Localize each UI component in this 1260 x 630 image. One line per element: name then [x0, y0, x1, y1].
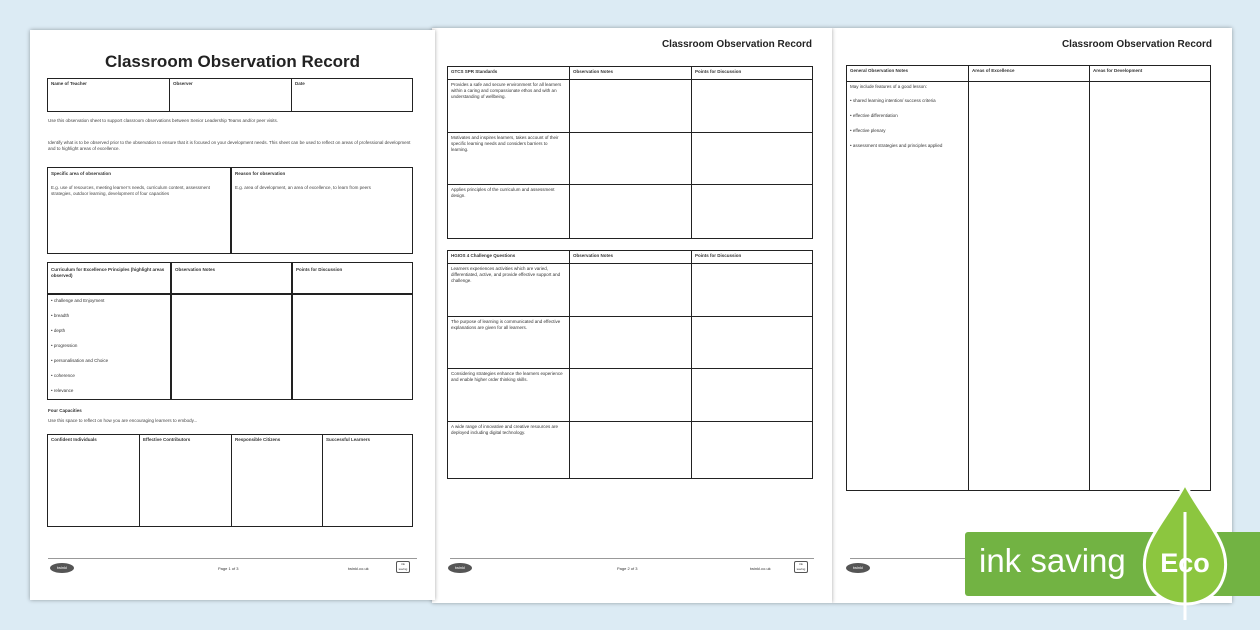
- reason-label: Reason for observation: [235, 171, 286, 176]
- t2-notes-cell: [569, 316, 692, 369]
- notes-item: • effective differentiation: [850, 113, 965, 119]
- t2-points-cell: [691, 421, 813, 479]
- t1-points-cell: [691, 79, 813, 133]
- four-capacities-text: Use this space to reflect on how you are encouraging learners to embody...: [48, 418, 198, 423]
- t2-notes-cell: [569, 421, 692, 479]
- cfe-col-line-1: [170, 262, 172, 400]
- twinkl-logo: twinkl: [846, 563, 870, 573]
- t2-row-text: Considering strategies enhance the learners experience and enable higher order thinking skills.: [447, 368, 570, 422]
- t1-row-text: Provides a safe and secure environment for all learners within a caring and compassionate ethos and with an understanding of wellbeing.: [447, 79, 570, 133]
- twinkl-logo: twinkl: [448, 563, 472, 573]
- reason-text: E.g. area of development, an area of excellence, to learn from peers: [235, 185, 371, 190]
- principle-item: • challenge and Enjoyment: [51, 298, 169, 304]
- capacity-cell: Effective Contributors: [139, 434, 232, 527]
- page-number: Page 1 of 3: [218, 566, 239, 571]
- principle-item: • progression: [51, 343, 169, 349]
- footer-line: [48, 558, 417, 559]
- page-2: [432, 28, 832, 603]
- cfe-header-line: [47, 293, 413, 295]
- t1-row-text: Applies principles of the curriculum and assessment design.: [447, 184, 570, 239]
- p3-header: General Observation Notes: [846, 65, 969, 82]
- four-capacities-title: Four Capacities: [48, 408, 82, 413]
- t2-points-cell: [691, 368, 813, 422]
- obs-notes-header: Observation Notes: [175, 267, 216, 272]
- specific-area-text: E.g. use of resources, meeting learner’s needs, curriculum content, assessment strategies, outdoor learning, development of four capacities: [51, 185, 210, 196]
- t2-header: Observation Notes: [569, 250, 692, 264]
- t1-notes-cell: [569, 79, 692, 133]
- ink-saving-stamp: ink saving: [794, 561, 808, 573]
- t1-points-cell: [691, 184, 813, 239]
- t2-header: Points for Discussion: [691, 250, 813, 264]
- page-header-title: Classroom Observation Record: [1061, 39, 1212, 50]
- ink-saving-label: ink saving: [979, 542, 1126, 579]
- t2-row-text: Learners experiences activities which are varied, differentiated, active, and provide effective support and challenge.: [447, 263, 570, 317]
- capacity-cell: Successful Learners: [322, 434, 413, 527]
- notes-item: • assessment strategies and principles applied: [850, 143, 965, 149]
- specific-area-label: Specific area of observation: [51, 171, 112, 176]
- intro-text-1: Use this observation sheet to support classroom observations between Senior Leadership Teams and/or peer visits.: [48, 118, 279, 123]
- page-number: Page 2 of 3: [617, 566, 638, 571]
- cfe-col-line-2: [291, 262, 293, 400]
- principle-item: • breadth: [51, 313, 169, 319]
- eco-leaf-icon: [1135, 482, 1235, 622]
- principles-list: [51, 298, 169, 398]
- page-1: [30, 30, 435, 600]
- t2-row-text: A wide range of innovative and creative resources are deployed including digital technology.: [447, 421, 570, 479]
- notes-item: • shared learning intention/ success criteria: [850, 98, 965, 104]
- date-field: Date: [291, 78, 413, 112]
- general-notes-cell: [846, 81, 969, 491]
- t2-notes-cell: [569, 368, 692, 422]
- p3-header: Areas of Excellence: [968, 65, 1090, 82]
- t1-notes-cell: [569, 132, 692, 185]
- t1-header: Points for Discussion: [691, 66, 813, 80]
- t1-row-text: Motivates and inspires learners, takes account of their specific learning needs and considers barriers to learning.: [447, 132, 570, 185]
- footer-site: twinkl.co.uk: [750, 566, 771, 571]
- t1-points-cell: [691, 132, 813, 185]
- capacity-cell: Confident Individuals: [47, 434, 140, 527]
- observer-field: Observer: [169, 78, 292, 112]
- t2-notes-cell: [569, 263, 692, 317]
- notes-intro: May include features of a good lesson:: [850, 84, 928, 89]
- page-header-title: Classroom Observation Record: [661, 39, 812, 50]
- footer-site: twinkl.co.uk: [348, 566, 369, 571]
- t2-points-cell: [691, 316, 813, 369]
- t2-points-cell: [691, 263, 813, 317]
- page-title: Classroom Observation Record: [104, 52, 361, 71]
- cfe-header: Curriculum for Excellence Principles (highlight areas observed): [51, 267, 165, 278]
- twinkl-logo: twinkl: [50, 563, 74, 573]
- principle-item: • depth: [51, 328, 169, 334]
- t1-header: GTCS SPR Standards: [447, 66, 570, 80]
- notes-item: • effective plenary: [850, 128, 965, 134]
- footer-line: [450, 558, 814, 559]
- principle-item: • coherence: [51, 373, 169, 379]
- ink-saving-stamp: ink saving: [396, 561, 410, 573]
- t2-header: HGIOS 4 Challenge Questions: [447, 250, 570, 264]
- t1-notes-cell: [569, 184, 692, 239]
- principle-item: • personalisation and Choice: [51, 358, 169, 364]
- p3-header: Areas for Development: [1089, 65, 1211, 82]
- capacity-cell: Responsible Citizens: [231, 434, 323, 527]
- divider: [230, 167, 232, 254]
- development-cell: [1089, 81, 1211, 491]
- t2-row-text: The purpose of learning is communicated and effective explanations are given for all learners.: [447, 316, 570, 369]
- principle-item: • relevance: [51, 388, 169, 394]
- eco-text: Eco: [1160, 548, 1210, 578]
- teacher-name-field: Name of Teacher: [47, 78, 170, 112]
- excellence-cell: [968, 81, 1090, 491]
- intro-text-2: Identify what is to be observed prior to the observation to ensure that it is focused on your development needs. This sheet can be used to reflect on areas of professional development and to highlight areas of excellence.: [48, 140, 411, 151]
- t1-header: Observation Notes: [569, 66, 692, 80]
- points-header: Points for Discussion: [296, 267, 343, 272]
